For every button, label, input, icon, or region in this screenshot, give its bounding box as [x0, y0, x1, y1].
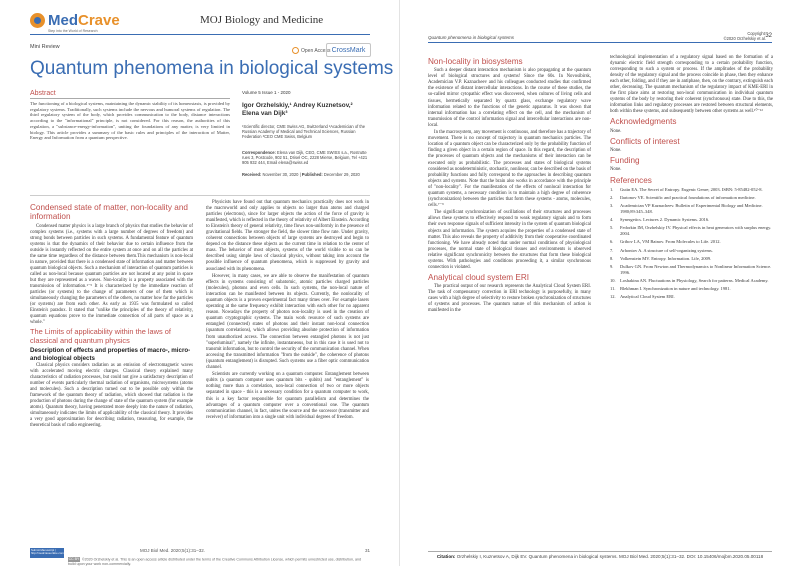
paragraph: In the macrosystem, any movement is continuous, and therefore has a trajectory of movement. There is no concept of trajectory in quantum mechanics particles. The location of a quantum object can be characterized only by the probability function of finding a given object in a certain region of space. In this regard, the description of the processes of quantum objects and the mechanisms of their interaction can be executed only as probabilistic. The processes and states of biological systems considered as nondeterministic, stochastic, nonlinear, can be described on the basis of probability functions and fully correspond to the approaches in describing quantum objects and systems. Note that the brain also works in accordance with the principle of "non-locality". For the manifestation of the effects of nonlocal interaction for quantum systems, a necessary condition is to maintain a high degree of coherence (synchronization) between the particles that form these systems - atoms, molecules, cells.⁷⁻⁹ — [428, 130, 591, 208]
paragraph: Scientists are currently working on a quantum computer. Entanglement between qubits (a quantum computer uses quantum bits - qubits) and "entanglement" is nothing more than a correlation, non-local connection of two or more objects separated in space - this is a necessary condition for a quantum computer to work, this is a key factor responsible for quantum parallelism and determines the advantages of a quantum computer over a conventional one. The quantum communication channel, in fact, unites the source and the successor (transmitter and receiver) of information into a single unit with individual degrees of freedom. — [206, 372, 369, 420]
section-heading: Conflicts of interest — [610, 136, 680, 146]
reference-item: 7. Arhontov A. A structure of self-organizing systems. — [610, 247, 713, 253]
right-column-1 — [428, 55, 591, 316]
copyright-holder: ©2020 Orzhelskiy et al. — [723, 36, 766, 41]
submit-manuscript-link[interactable]: Submit Manuscript | http://medcraveonline.com — [30, 548, 64, 558]
correspondence-label: Correspondence: — [242, 150, 276, 155]
section-heading: Condensed state of matter, non-locality and information — [30, 203, 188, 222]
running-head: Quantum phenomena in biological systems — [428, 35, 515, 40]
abstract-heading: Abstract — [30, 90, 56, 97]
open-access-icon — [292, 47, 299, 54]
reference-item: 4. Synergetics. Lectures 2. Dynamic Systems. 2016. — [610, 217, 710, 223]
volume-info: Volume 5 Issue 1 - 2020 — [242, 90, 291, 95]
right-page — [400, 0, 800, 566]
cc-license-icon[interactable]: CC BY — [68, 557, 80, 561]
affiliations: ¹Scientific director, CME Swiss AG, Switzerland ²Academician of the Russian Academy of Medical and Technical Sciences, Russian Federation ³CEO CME Swiss, Belgium — [242, 124, 366, 139]
author-list: Igor Orzhelskiy,¹ Andrey Kuznetsov,² Elena van Dijk³ — [242, 102, 353, 117]
paragraph: The significant synchronization of oscillations of their structures and processes allows these systems to effectively respond to weak regulatory signals and to form their own response signals of sufficient intensity in the system of quantum biological objects and information. The system acquires the properties of a condensed state of matter. This also reveals the property of additivity from their cooperative coordinated functioning. We have already noted that under normal conditions of physiological processes, the normal state of biological tissues and environments is observed relative significant synchronicity between the structures that form these biological systems. With pathologies and conditions proceeding it, a similar synchronous connection is violated. — [428, 210, 591, 270]
section-heading: Analytical cloud system ERI — [428, 272, 530, 282]
paragraph: The practical output of our research represents the Analytical Cloud System ERI. The task of compensatory correction in ERI technology is purposefully, in many cases with a high degree of selectivity to restore broken synchronization of structures of systems and processes. The quantum nature of this mechanism of action is manifested in the — [428, 284, 591, 314]
funding-text: None. — [610, 167, 622, 173]
dates — [242, 172, 370, 177]
section-heading: Acknowledgments — [610, 117, 677, 127]
journal-title: MOJ Biology and Medicine — [200, 14, 324, 26]
section-heading: References — [610, 175, 652, 185]
medcrave-logo-icon — [30, 13, 45, 28]
crossmark-button[interactable]: CrossMark — [326, 43, 371, 57]
paragraph: However, in many cases, we are able to observe the manifestation of quantum effects in systems consisting of subatomic, atomic particles charged particles (molecules), photons and even cells. In such systems, the non-local nature of interaction can be manifested between its objects. Currently, the nonlocality of quantum objects is a proven experimental fact many times over. For example lasers operating at the same frequency exhibit interaction with each other for no apparent reason. Nowadays the property of photon non-locality is used in the creation of quantum cryptographic systems. The main work resource of such systems are entangled (connected) states of photons and their instant non-local connection (quantum correlations), which allows providing absolute protection of information from unauthorized access. The connection between entangled photons is not just "superluminal", namely the infinite, instantaneous, but in this case it is used not to transmit information, but to control the security of the communication channel. When accessing the transmitted information "from the outside", the coherence of photons (quantum entanglement) is disrupted. Such systems use a fiber optic communication channel. — [206, 274, 369, 370]
paragraph: Condensed matter physics is a large branch of physics that studies the behavior of complex systems (i.e., systems with a large number of degrees of freedom) and strong bonds between particles in such systems. A fundamental feature of quantum systems is that the dynamics of their behavior due to certain influence from the outside is instantly reflected on the entire system at once and on all the particles at the same time regardless of the distance between them.This mechanism is non-local in nature, provided that there is a condensed state of information and matter between quantum biological objects. Such a mechanism of interaction of quantum particles is called as non-local because quantum particles are not located at any point in space but they are represented as a waves. Non-locality is a property associated with the transmission of information.¹⁻⁵ It is characterized by the immediate reaction of particles (or systems) to the change of parameters of one of them which is simultaneously changing the parameters of the others, no matter how far the particles (or systems) are from each other. As early as 1935 was formulated so called Einstein's paradox. It stated that "unlike the principles of the theory of relativity, quantum equations prove to the immediate connection of all parts of space as a whole." — [30, 223, 193, 326]
reference-item: 12. Analytical Cloud System ERI. — [610, 294, 675, 300]
paragraph: Such a deeper distant interaction mechanism is also propagating at the quantum level of biological structures and systems! Since the 60s. In Novosibirsk, Academician V.P. Kaznacheev and his colleagues conducted studies that confirmed the existence of distant intercellular interactions. In the course of these studies, the so-called mirror cytopathic effect was discovered, when cultures of living cells and tissues, hermetically separated by quartz glass, exchange regulatory wave information related to the functions of the genetic apparatus. It was shown that internal information has a correlating effect on the cell, and the mechanism of transmission of the control information signal and intercellular interactions are non-local. — [428, 68, 591, 128]
section-heading: Non-locality in biosystems — [428, 57, 523, 66]
page-number: 31 — [364, 548, 370, 553]
license-body: ©2020 Orzhelskiy et al. This is an open access article distributed under the terms of the Creative Commons Attribution License, which permits unrestricted use, distribution, and build upon your work non-commercially. — [68, 557, 362, 566]
conflicts-text: None. — [610, 148, 622, 154]
right-column-2 — [610, 55, 773, 302]
received-date: November 30, 2020 | — [262, 172, 301, 177]
header-rule — [428, 42, 772, 43]
citation-label: Citation: — [436, 554, 456, 559]
paragraph: Physicists have found out that quantum mechanics practically does not work in the macroworld and only applies to objects no larger than atoms and charged particles (electrons), since for larger objects the action of the force of gravity is manifested, which is reflected in the theory of relativity of Albert Einstein. According to Einstein's theory of general relativity, time flows non-uniformly in the presence of gravitational fields. The stronger the field, the slower time flow rate. Under gravity, coherent connections between objects of large systems are destroyed and begin to depend on the distance these objects as the current time in relation to the center of mass. The behavior of most objects, systems of the world visible to us can be described using simple laws of classical physics, without taking into account the possible influence of quantum phenomena, which is suppressed by gravity and associated with its phenomena. — [206, 200, 369, 272]
reference-item: 8. Volkenstein MV. Entropy. Information. Life, 2009. — [610, 255, 712, 261]
reference-item: 10. Loshakina AN. Fluctuations in Physiology, Search for patterns. Medical Academy. — [610, 277, 769, 283]
reference-item: 1. Gutin EA. The Secret of Entropy. Eugenic Genre; 2003. ISBN: 5-85482-052-8. — [610, 186, 763, 192]
logo-tagline: Step into the World of Research — [48, 29, 98, 33]
subsection-heading: Description of effects and properties of macro-, micro- and biological objects — [30, 347, 191, 362]
reference-item: 9. Dulkov GN. From Newton and Thermodynamics to Nonlinear Information Science. 1996. — [610, 263, 772, 275]
correspondence — [242, 150, 370, 165]
article-type: Mini Review — [30, 44, 60, 50]
reference-item: 3. Academician VP Kaznacheev. Bulletin of Experimental Biology and Medicine. 1980;89:345–348. — [610, 203, 763, 214]
section-heading: The Limits of applicability within the laws of classical and quantum physics — [30, 327, 171, 345]
abstract-rule — [30, 98, 230, 99]
paragraph: technological implementation of a regulatory signal based on the formation of a dynamic electric field strength corresponding to a certain probability function, corresponding to such a system or process. If the amplitudes of the probability density of the regulatory signal and the process coincide in phase, then they enhance each other, folding, and if they are in antiphase, then, on the contrary, extinguish each other, decreasing. The quantum mechanism of the regulatory impact of KME-ERI in the first place aims at restoring non-local communication in individual quantum systems of the body by restoring their coherent (synchronous) state. Due to this, the information links and regulatory processes are restored between structural elements, both within these systems, and subsequently between other systems as well.¹⁰⁻¹² — [610, 55, 773, 115]
reference-item: 5. Fedorkin IM, Orzhelskiy IV. Physical effects in heat generators with surplus energy. 2004. — [610, 225, 772, 237]
paragraph: Classical physics considers radiation as an emission of electromagnetic waves with accelerated moving electric charges. Classical theory explained many characteristics of radiation processes, but could not give a satisfactory description of number of events particularly thermal radiation of organisms, microsystems (atoms and molecules). Such a description turned out to be possible only within the framework of the quantum theory of radiation, which showed that radiation is the production of photons during the change of state of the quantum system (for example atoms). Quantum theory, having penetrated more deeply into the nature of radiation, simultaneously indicates the limits of applicability of the classical theory. It provides a very good approximation for describing radiation, treasuring, for example, the theoretical basis of radio engineering. — [30, 362, 193, 429]
header-rule — [30, 34, 370, 35]
medcrave-logo[interactable] — [30, 11, 120, 33]
section-divider — [30, 195, 370, 196]
received-label: Received: — [242, 172, 262, 177]
reference-list — [610, 187, 773, 300]
copyright-block — [724, 31, 766, 41]
citation-footer — [428, 554, 772, 559]
acknowledgments-text: None. — [610, 128, 622, 134]
reference-item: 6. Gribov LA, VM Bainov. From Molecules to Life. 2012. — [610, 239, 721, 245]
open-access-badge[interactable] — [292, 47, 330, 54]
page-number: 32 — [765, 33, 772, 39]
logo-name: MedCrave — [48, 11, 120, 29]
footer-rule — [428, 551, 772, 552]
article-title: Quantum phenomena in biological systems — [30, 58, 394, 79]
correspondence-text: Elena van Dijk, CEO, CME SWISS s.a., Rostrutte rues 3, Postcode, 902 51, Drisel OC, 2228 Mierse, Belgium, Tel +421 905 932 444, Email elena@swiss.ed — [242, 150, 368, 165]
open-access-label: Open Access — [301, 47, 331, 54]
abstract-text: The functioning of a biological systems, maintaining the dynamic stability of its homeostasis, is provided by regulatory systems. Traditionally, such systems include the nervous and humoral systems of regulation. The third regulatory system of the body, which provides communication to the body, distance interactions according to the "informational" principle, is not considered. For this reason, the authorities of this regulation, a "substance-energy-information", uniting the foundations of any matter, is very limited in biology. This article provides a summary of the basic rules and principles of the interaction of Matter, Energy and Information from a quantum perspective. — [30, 101, 230, 141]
citation-text: Orzhelskiy I, Kuznetsov A, Dijk EV. Quantum phenomena in biological systems. MOJ Biol Med. 2020;5(1):31‒32. DOI: 10.15406/mojbm.2020.05.00118 — [456, 554, 764, 559]
reference-item: 2. Ilarionov VE. Scientific and practical foundations of information medicine. — [610, 194, 756, 200]
published-date: December 29, 2020 — [323, 172, 360, 177]
section-heading: Funding — [610, 156, 640, 166]
left-column-2 — [206, 200, 369, 422]
left-column-1 — [30, 201, 193, 431]
footer-citation: MOJ Biol Med. 2020;5(1):31‒32. — [140, 548, 206, 553]
reference-item: 11. Blekhman I. Synchronization in nature and technology. 1981. — [610, 286, 731, 292]
license-text — [68, 557, 368, 566]
published-label: Published: — [301, 172, 323, 177]
copyright-label: Copyright: — [747, 31, 766, 36]
